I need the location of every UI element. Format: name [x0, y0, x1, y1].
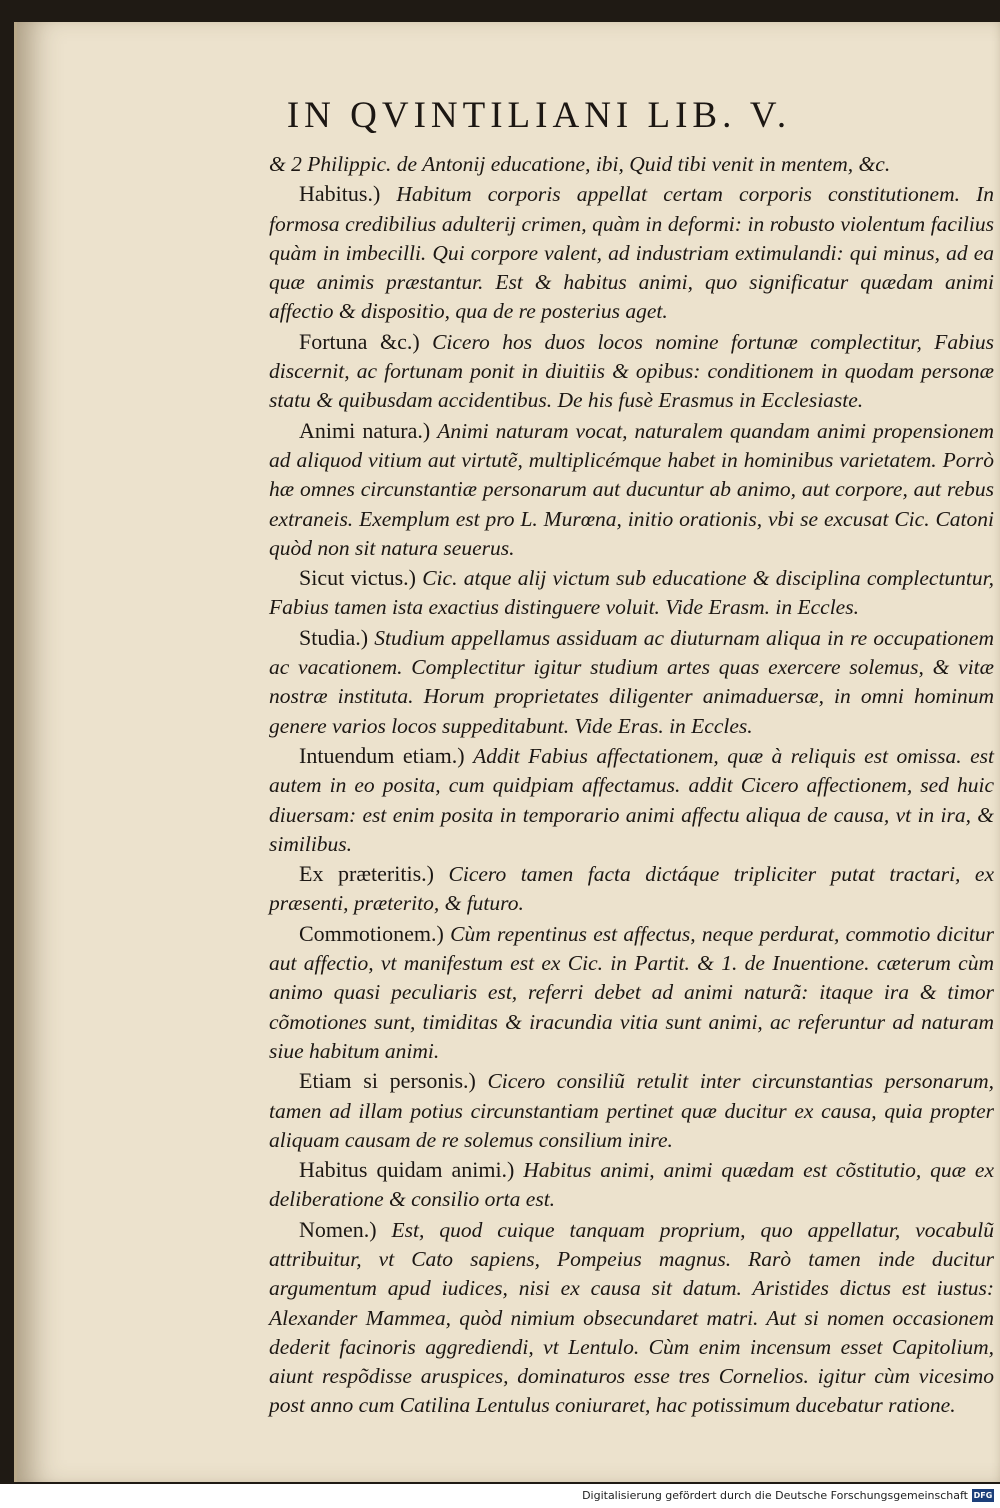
commentary-text: Cicero tamen facta dictáque tripliciter putat tractari, ex præsenti, præterito, & futuro. [269, 862, 995, 916]
dfg-logo: DFG [973, 1491, 993, 1500]
lemma-heading: Nomen.) [299, 1216, 377, 1242]
lemma-heading: Habitus quidam animi.) [299, 1157, 515, 1183]
lemma-heading: Ex præteritis.) [299, 861, 434, 887]
running-header: IN QVINTILIANI LIB. V. [286, 95, 792, 136]
book-page [14, 22, 1000, 1482]
commentary-text: Animi naturam vocat, naturalem quandam animi propensionem ad aliquod vitium aut virtutẽ, multiplicémque habet in hominibus varietatem. Porrò hæ omnes circunstantiæ personarum aut ducuntur ab animo, aut corpore, aut rebus extraneis. Exemplum est pro L. Murœna, initio orationis, vbi se excusat Cic. Catoni quòd non sit natura seuerus. [269, 418, 995, 560]
commentary-text: & 2 Philippic. de Antonij educatione, ibi, Quid tibi venit in mentem, &c. [269, 152, 891, 176]
commentary-text: Cicero hos duos locos nomine fortunæ complectitur, Fabius discernit, ac fortunam ponit in diuitiis & opibus: conditionem in quodam personæ statu & quibusdam accidentibus. De his fusè Erasmus in Ecclesiaste. [269, 329, 994, 413]
commentary-paragraph [269, 416, 994, 563]
lemma-heading: Fortuna &c.) [299, 328, 420, 354]
commentary-text: Cic. atque alij victum sub educatione & disciplina complectuntur, Fabius tamen ista exactius distinguere voluit. Vide Erasm. in Eccles. [269, 566, 994, 620]
commentary-text: Est, quod cuique tanquam proprium, quo appellatur, vocabulũ attribuitur, vt Cato sapiens, Pompeius magnus. Rarò tamen inde ducitur argumentum apud iudices, nisi ex causa sit datum. Aristides dictus est iustus: Alexander Mammea, quòd nimium obsecundaret matri. Aut si nomen occasionem dederit facinoris aggrediendi, vt Lentulo. Cùm enim incensum esset Capitolium, aiunt respõdisse aruspices, dominaturos esse tres Cornelios. igitur cùm vicesimo post anno cum Catilina Lentulus coniuraret, hac potissimum ducebatur ratione. [269, 1217, 994, 1418]
lemma-heading: Studia.) [299, 624, 369, 650]
commentary-paragraph [269, 741, 994, 859]
commentary-text: Habitus animi, animi quædam est cõstitutio, quæ ex deliberatione & consilio orta est. [269, 1158, 994, 1212]
lemma-heading: Sicut victus.) [299, 565, 416, 591]
commentary-paragraph [269, 1066, 994, 1155]
commentary-paragraph [269, 859, 994, 919]
lemma-heading: Habitus.) [299, 181, 381, 207]
commentary-paragraph [269, 1215, 994, 1421]
digitization-credit: Digitalisierung gefördert durch die Deutsche Forschungsgemeinschaft [582, 1489, 968, 1502]
commentary-text: Addit Fabius affectationem, quæ à reliquis est omissa. est autem in eo posita, cum quidpiam affectamus. addit Cicero affectionem, sed huic diuersam: est enim posita in temporario animi affectu aliqua de causa, vt in ira, & similibus. [269, 743, 994, 856]
commentary-paragraph [269, 179, 994, 326]
commentary-paragraph [269, 919, 994, 1066]
commentary-text: Cùm repentinus est affectus, neque perdurat, commotio dicitur aut affectio, vt manifestum est ex Cic. in Partit. & 1. de Inuentione. cæterum cùm animo quasi peculiaris est, referri debet ad animi naturã: itaque ira & timor cõmotiones sunt, timiditas & iracundia vitia sunt animi, ac referuntur ad naturam siue habitum animi. [269, 921, 994, 1063]
lemma-heading: Animi natura.) [299, 417, 431, 443]
commentary-paragraph [269, 150, 994, 179]
footer-bar [0, 1484, 1000, 1508]
commentary-paragraph [269, 327, 994, 416]
commentary-text: Habitum corporis appellat certam corporis constitutionem. In formosa credibilius adulterij crimen, quàm in deformi: in robusto violentum facilius quàm in imbecilli. Qui corpore valent, ad industriam extimulandi: qui minus, ad ea quæ animis præstantur. Est & habitus animi, quo significatur quædam animi affectio & dispositio, qua de re posterius aget. [269, 182, 995, 324]
commentary-body [269, 150, 994, 1421]
commentary-paragraph [269, 623, 994, 741]
commentary-text: Cicero consiliũ retulit inter circunstantias personarum, tamen ad illam potius circunstantiam pertinet quæ ducitur ex causa, quia propter aliquam causam de re solemus consilium inire. [269, 1069, 994, 1152]
commentary-paragraph [269, 1155, 994, 1215]
lemma-heading: Etiam si personis.) [299, 1068, 476, 1094]
commentary-paragraph [269, 563, 994, 623]
lemma-heading: Commotionem.) [299, 920, 444, 946]
lemma-heading: Intuendum etiam.) [299, 742, 465, 768]
commentary-text: Studium appellamus assiduam ac diuturnam aliqua in re occupationem ac vacationem. Complectitur igitur studium artes quas exercere solemus, & vitæ nostræ instituta. Horum proprietates diligenter animaduersæ, in omni hominum genere varios locos suppeditabunt. Vide Eras. in Eccles. [269, 625, 994, 738]
